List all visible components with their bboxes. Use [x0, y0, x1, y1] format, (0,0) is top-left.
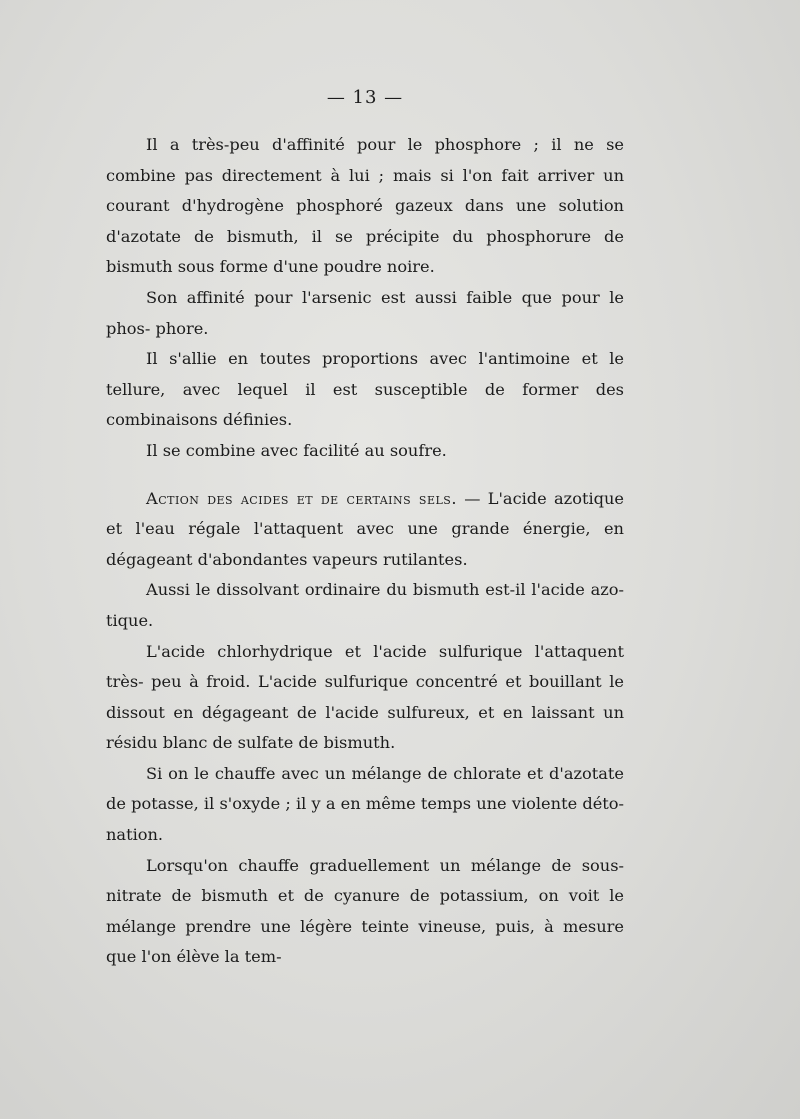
paragraph-chlorate-nitrate: Si on le chauffe avec un mélange de chlorate et d'azotate de potasse, il s'oxyde ; il y a en même temps une violente déto- nation.	[106, 763, 624, 845]
paragraph-hydrochloric-sulfuric: L'acide chlorhydrique et l'acide sulfurique l'attaquent très- peu à froid. L'acide sulfurique concentré et bouillant le dissout en dégageant de l'acide sulfureux, et en laissant un résidu blanc de sulfate de bismuth.	[106, 641, 624, 753]
paragraph-arsenic: Son affinité pour l'arsenic est aussi faible que pour le phos- phore.	[106, 287, 624, 338]
paragraph-cyanide: Lorsqu'on chauffe graduellement un mélange de sous-nitrate de bismuth et de cyanure de potassium, on voit le mélange prendre une légère teinte vineuse, puis, à mesure que l'on élève la tem-	[106, 855, 624, 967]
paragraph-acids-heading	[106, 484, 624, 576]
paragraph-phosphorus: Il a très-peu d'affinité pour le phosphore ; il ne se combine pas directement à lui ; mais si l'on fait arriver un courant d'hydrogène phosphoré gazeux dans une solution d'azotate de bismuth, il se précipite du phosphorure de bismuth sous forme d'une poudre noire.	[106, 135, 624, 277]
section-heading: Action des acides et de certains sels.	[146, 488, 457, 508]
page-number: — 13 —	[326, 87, 404, 108]
body-text	[106, 130, 624, 973]
paragraph-nitric-solvent: Aussi le dissolvant ordinaire du bismuth est-il l'acide azo- tique.	[106, 580, 624, 630]
paragraph-antimony-tellurium: Il s'allie en toutes proportions avec l'antimoine et le tellure, avec lequel il est susceptible de former des combinaisons définies.	[106, 349, 624, 430]
section-heading-body: — L'acide azotique et l'eau régale l'attaquent avec une grande énergie, en dégageant d'abondantes vapeurs rutilantes.	[106, 488, 624, 569]
paragraph-sulfur: Il se combine avec facilité au soufre.	[146, 440, 447, 460]
